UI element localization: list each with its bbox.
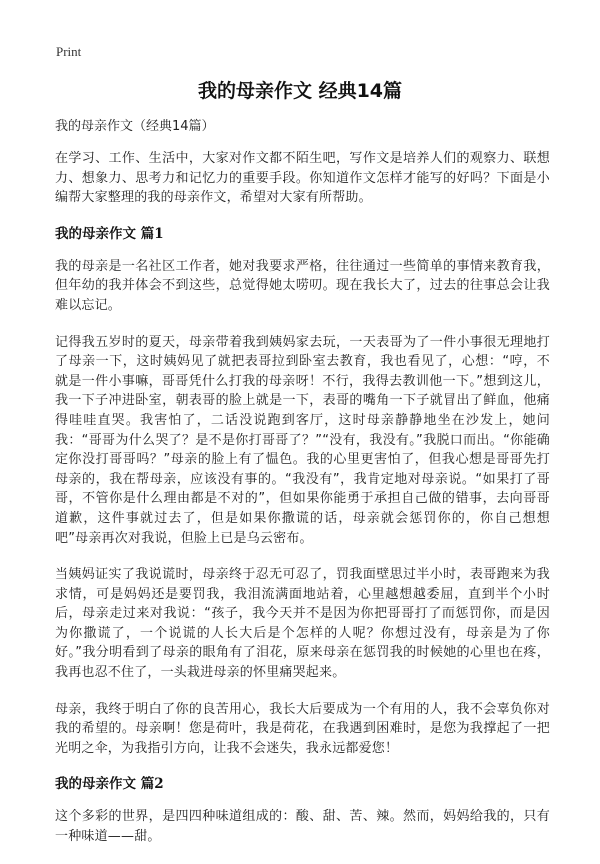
document-body xyxy=(55,118,550,864)
section-1-paragraph: 记得我五岁时的夏天，母亲带着我到姨妈家去玩，一天表哥为了一件小事很无理地打了母亲一下，这时姨妈见了就把表哥拉到卧室去教育，我也看见了，心想：“哼，不就是一件小事嘛，哥哥凭什么打我的母亲呀！不行，我得去教训他一下。”想到这儿，我一下子冲进卧室，朝表哥的脸上就是一下，表哥的嘴角一下子就冒出了鲜血，他痛得哇哇直哭。我害怕了，二话没说跑到客厅，这时母亲静静地坐在沙发上，她问我：“哥哥为什么哭了？是不是你打哥哥了？”“没有，我没有。”我脱口而出。“你能确定你没打哥哥吗？”母亲的脸上有了愠色。我的心里更害怕了，但我心想是哥哥先打母亲的，我在帮母亲，应该没有事的。“我没有”，我肯定地对母亲说。“如果打了哥哥，不管你是什么理由都是不对的”，但如果你能勇于承担自己做的错事，去向哥哥道歉，这件事就过去了，但是如果你撒谎的话，母亲就会惩罚你的，你自己想想吧”母亲再次对我说，但脸上已是乌云密布。 xyxy=(55,334,550,546)
print-label[interactable]: Print xyxy=(56,44,82,59)
section-1-paragraph: 母亲，我终于明白了你的良苦用心，我长大后要成为一个有用的人，我不会辜负你对我的希望的。母亲啊！您是荷叶，我是荷花，在我遇到困难时，是您为我撑起了一把光明之伞，为我指引方向，让我不会迷失，我永远都爱您！ xyxy=(55,701,550,756)
section-1-paragraph: 我的母亲是一名社区工作者，她对我要求严格，往往通过一些简单的事情来教育我，但年幼的我并体会不到这些，总觉得她太唠叨。现在我长大了，过去的往事总会让我难以忘记。 xyxy=(55,258,550,313)
section-heading-2: 我的母亲作文 篇2 xyxy=(55,776,164,793)
intro-paragraph: 在学习、工作、生活中，大家对作文都不陌生吧，写作文是培养人们的观察力、联想力、想象力、思考力和记忆力的重要手段。你知道作文怎样才能写的好吗？下面是小编帮大家整理的我的母亲作文，希望对大家有所帮助。 xyxy=(55,151,550,206)
document-title: 我的母亲作文 经典14篇 xyxy=(197,80,403,102)
document-subtitle: 我的母亲作文（经典14篇） xyxy=(55,119,215,134)
section-2-paragraph: 这个多彩的世界，是四四种味道组成的：酸、甜、苦、辣。然而，妈妈给我的，只有一种味道——甜。 xyxy=(55,809,550,845)
section-1-paragraph: 当姨妈证实了我说谎时，母亲终于忍无可忍了，罚我面壁思过半小时，表哥跑来为我求情，可是妈妈还是要罚我，我泪流满面地站着，心里越想越委屈，直到半个小时后，母亲走过来对我说：“孩子，我今天并不是因为你把哥哥打了而惩罚你，而是因为你撒谎了，一个说谎的人长大后是个怎样的人呢？你想过没有，母亲是为了你好。”我分明看到了母亲的眼角有了泪花，原来母亲在惩罚我的时候她的心里也在疼，我再也忍不住了，一头栽进母亲的怀里痛哭起来。 xyxy=(55,567,550,681)
section-heading-1: 我的母亲作文 篇1 xyxy=(55,225,164,242)
